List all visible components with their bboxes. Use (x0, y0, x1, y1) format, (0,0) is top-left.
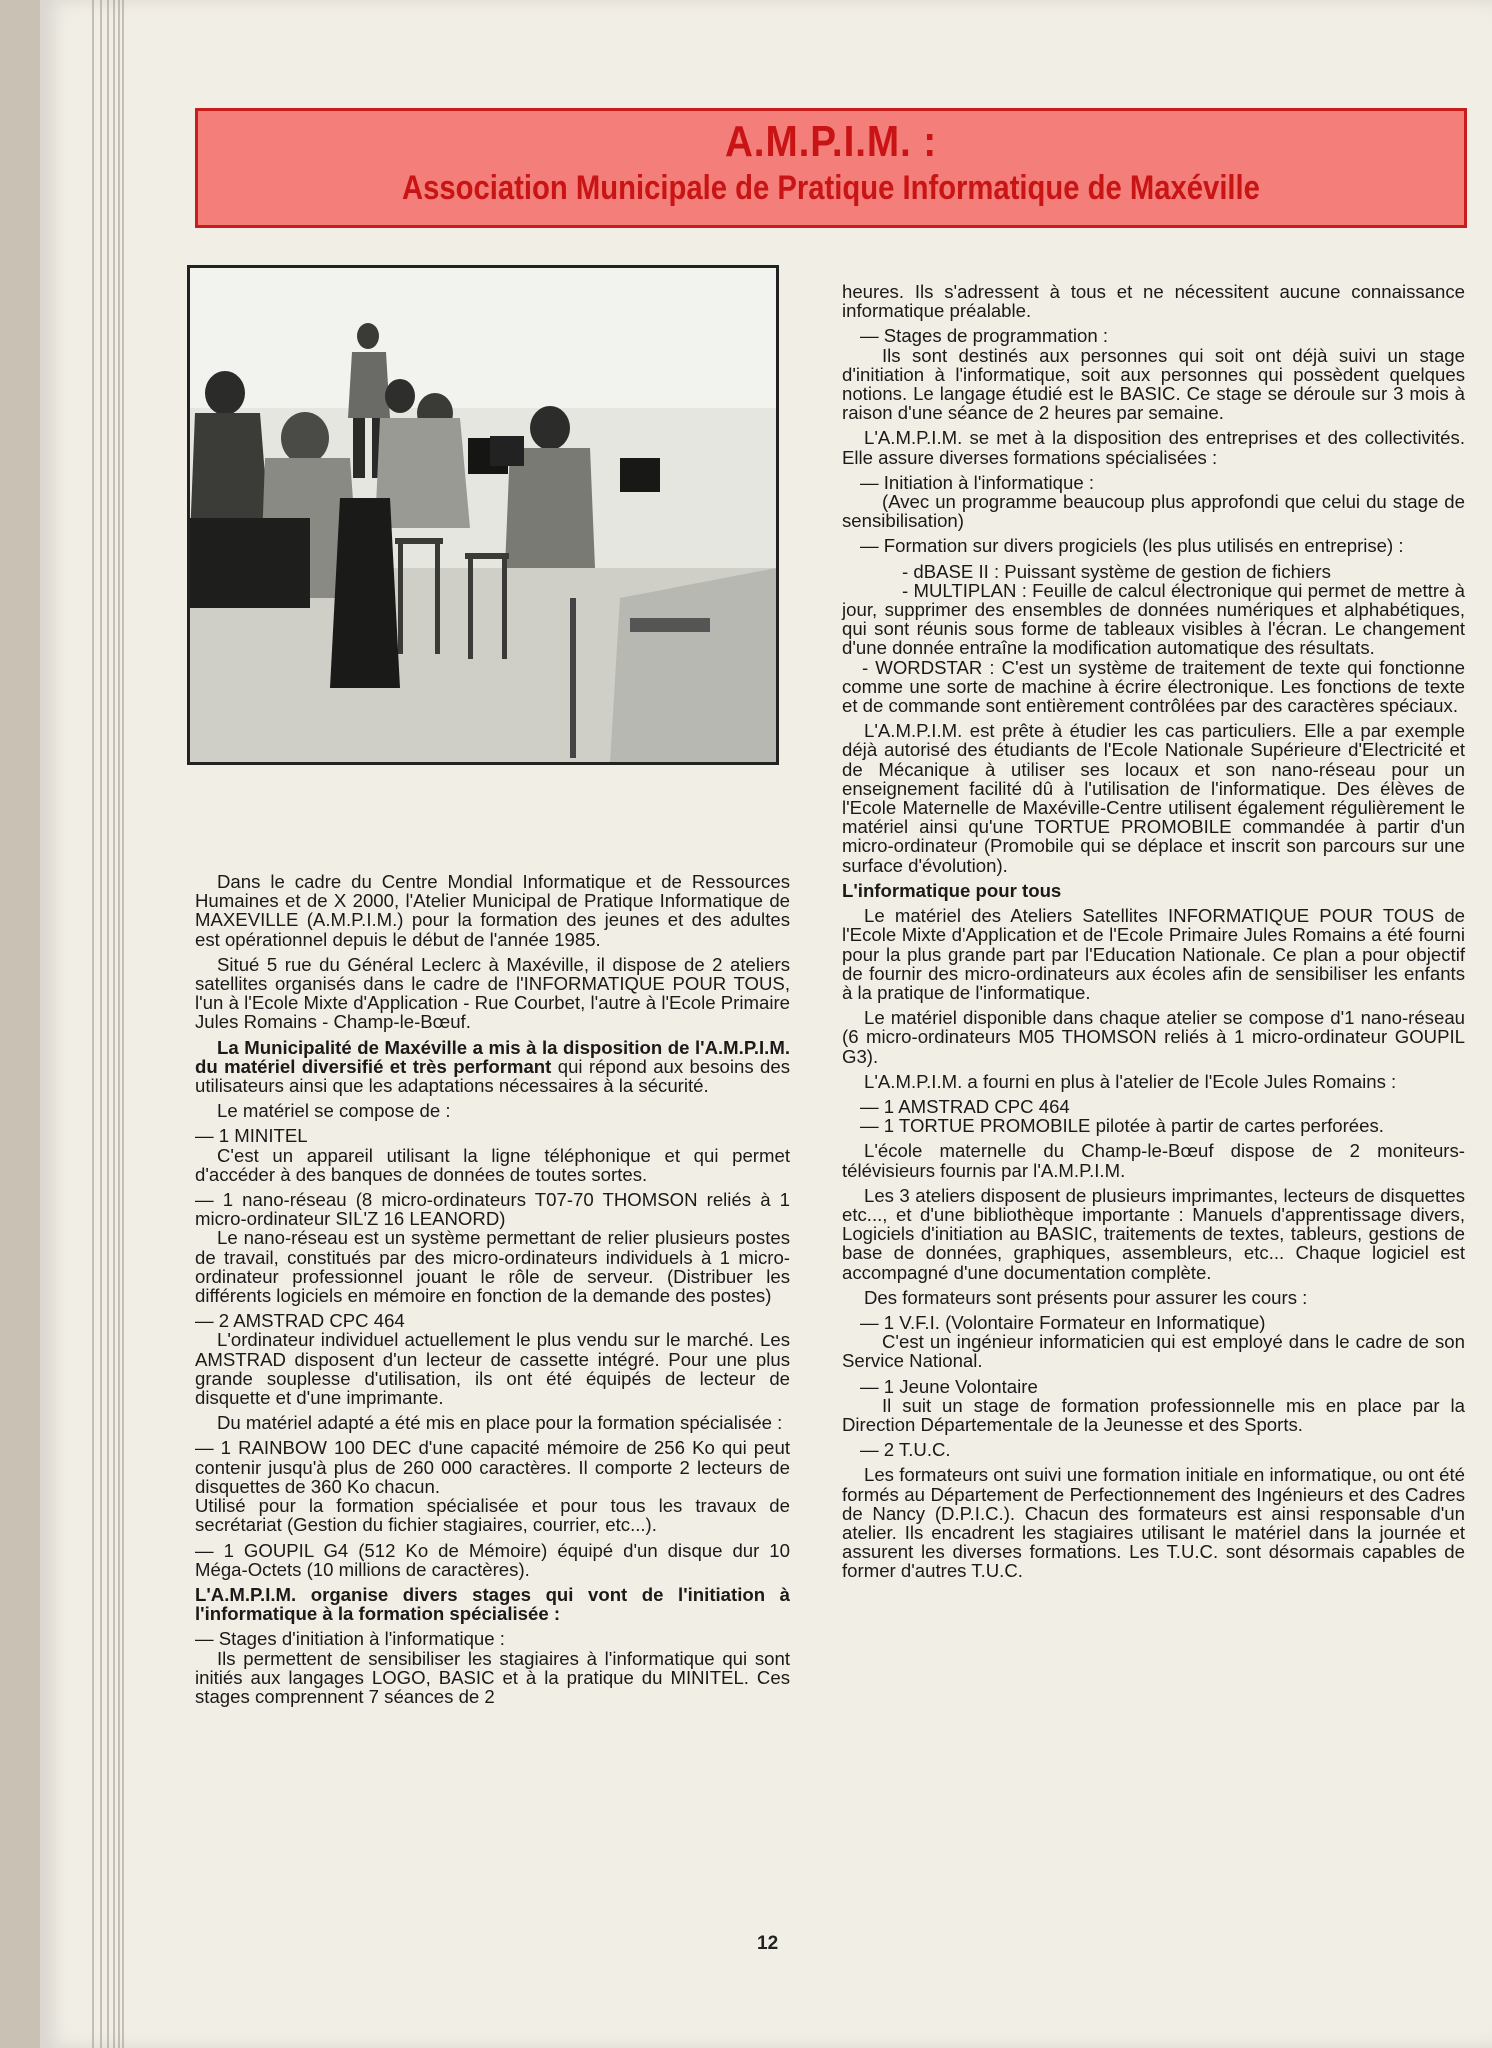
bold-text: La Municipalité de Maxéville a mis à la disposition de l'A.M.P.I.M. du matériel diversifié et très performant (195, 1036, 790, 1077)
paragraph: Les 3 ateliers disposent de plusieurs imprimantes, lecteurs de disquettes etc..., et d'une bibliothèque importante : Manuels d'apprentissage divers, Logiciels d'initiation au BASIC, traitements de textes, tableurs, gestions de base de données, graphiques, assembleurs, etc... Chaque logiciel est accompagné d'une documentation complète. (842, 1184, 1465, 1283)
paragraph: Le matériel se compose de : (217, 1100, 451, 1122)
paragraph: heures. Ils s'adressent à tous et ne nécessitent aucune connaissance informatique préalable. (842, 281, 1465, 322)
paragraph: Du matériel adapté a été mis en place pour la formation spécialisée : (217, 1412, 783, 1434)
list-item-title: — 2 AMSTRAD CPC 464 (195, 1310, 405, 1332)
section-heading: L'A.M.P.I.M. organise divers stages qui vont de l'initiation à l'informatique à la formation spécialisée : (195, 1583, 790, 1625)
list-item: — 1 AMSTRAD CPC 464 (860, 1095, 1070, 1117)
list-item-title: — Stages de programmation : (860, 325, 1109, 347)
list-item-text: Ils sont destinés aux personnes qui soit ont déjà suivi un stage d'initiation à l'informatique, soit aux personnes qui possèdent quelques notions. Le langage étudié est le BASIC. Ce stage se déroule sur 3 mois à raison d'une séance de 2 heures par semaine. (842, 344, 1465, 424)
list-item-text: C'est un ingénieur informaticien qui est employé dans le cadre de son Service National. (842, 1331, 1465, 1372)
paragraph: Situé 5 rue du Général Leclerc à Maxéville, il dispose de 2 ateliers satellites organisés dans le cadre de l'INFORMATIQUE POUR TOUS, l'un à l'Ecole Mixte d'Application - Rue Courbet, l'autre à l'Ecole Primaire Jules Romains - Champ-le-Bœuf. (195, 953, 790, 1033)
list-item (842, 473, 1465, 531)
list-item: - dBASE II : Puissant système de gestion de fichiers (902, 560, 1331, 582)
paragraph: Des formateurs sont présents pour assurer les cours : (864, 1286, 1308, 1308)
page-edge (122, 0, 124, 2048)
list-item-title: — 1 Jeune Volontaire (860, 1375, 1038, 1397)
page-subtitle: Association Municipale de Pratique Informatique de Maxéville (402, 169, 1260, 207)
page-edge (118, 0, 120, 2048)
right-column (842, 282, 1465, 1587)
page-edge (113, 0, 115, 2048)
paragraph: Utilisé pour la formation spécialisée et pour tous les travaux de secrétariat (Gestion du fichier stagiaires, courrier, etc...). (195, 1495, 790, 1536)
list-item (195, 1311, 790, 1407)
list-item: — 2 T.U.C. (860, 1439, 951, 1461)
list-item-title: — 1 nano-réseau (8 micro-ordinateurs T07-70 THOMSON reliés à 1 micro-ordinateur SIL'Z 16 LEANORD) (195, 1189, 790, 1230)
paragraph: L'A.M.P.I.M. a fourni en plus à l'atelier de l'Ecole Jules Romains : (864, 1070, 1397, 1092)
title-banner (195, 108, 1467, 228)
classroom-photo-image (190, 268, 776, 762)
list-item (195, 1126, 790, 1184)
paragraph: L'A.M.P.I.M. est prête à étudier les cas particuliers. Elle a par exemple déjà autorisé des étudiants de l'Ecole Nationale Supérieure d'Electricité et de Mécanique à utiliser ses locaux et son nano-réseau pour un enseignement facilité dû à l'utilisation de l'informatique. Des élèves de l'Ecole Maternelle de Maxéville-Centre utilisent également régulièrement le matériel ainsi qu'une TORTUE PROMOBILE commandée à partir d'un micro-ordinateur (Promobile qui se déplace et inscrit son parcours sur une surface d'évolution). (842, 720, 1465, 876)
section-heading: L'informatique pour tous (842, 879, 1062, 901)
page-title: A.M.P.I.M. : (724, 117, 938, 166)
list-item-text: Le nano-réseau est un système permettant de relier plusieurs postes de travail, constitués par des micro-ordinateurs individuels à 1 micro-ordinateur professionnel jouant le rôle de serveur. (Distribuer les différents logiciels en mémoire en fonction de la demande des postes) (195, 1227, 790, 1307)
list-item (842, 1377, 1465, 1435)
list-item: — 1 TORTUE PROMOBILE pilotée à partir de cartes perforées. (860, 1115, 1384, 1137)
magazine-page (40, 0, 1492, 2048)
paragraph: Le matériel des Ateliers Satellites INFORMATIQUE POUR TOUS de l'Ecole Mixte d'Application et de l'Ecole Primaire Jules Romains a été fourni pour la plus grande part par l'Education Nationale. Ce plan a pour objectif de fournir des micro-ordinateurs aux écoles afin de sensibiliser les enfants à la pratique de l'informatique. (842, 905, 1465, 1003)
paragraph: L'A.M.P.I.M. se met à la disposition des entreprises et des collectivités. Elle assure diverses formations spécialisées : (842, 427, 1465, 468)
paragraph: L'école maternelle du Champ-le-Bœuf dispose de 2 moniteurs-télévisieurs fournis par l'A.M.P.I.M. (842, 1140, 1465, 1181)
paragraph (195, 1038, 790, 1096)
list-item (842, 1313, 1465, 1371)
list-item-text: L'ordinateur individuel actuellement le plus vendu sur le marché. Les AMSTRAD disposent d'un lecteur de cassette intégré. Pour une plus grande souplesse d'utilisation, ils ont été équipés de lecteur de disquette et d'une imprimante. (195, 1329, 790, 1409)
list-item-text: C'est un appareil utilisant la ligne téléphonique et qui permet d'accéder à des banques de données de toutes sortes. (195, 1144, 790, 1185)
paragraph: Les formateurs ont suivi une formation initiale en informatique, ou ont été formés au Département de Perfectionnement des Ingénieurs et des Cadres de Nancy (D.P.I.C.). Chacun des formateurs est ainsi responsable d'un atelier. Ils encadrent les stagiaires utilisant le matériel dans la journée et assurent les diverses formations. Les T.U.C. sont désormais capables de former d'autres T.U.C. (842, 1464, 1465, 1582)
page-edge (100, 0, 102, 2048)
paragraph: — Formation sur divers progiciels (les plus utilisés en entreprise) : (860, 535, 1404, 557)
page-edge (92, 0, 94, 2048)
paragraph: — 1 GOUPIL G4 (512 Ko de Mémoire) équipé d'un disque dur 10 Méga-Octets (10 millions de caractères). (195, 1539, 790, 1580)
paragraph-text: qui répond aux besoins des utilisateurs ainsi que les adaptations nécessaires à la sécurité. (195, 1055, 790, 1097)
list-item-title: — 1 V.F.I. (Volontaire Formateur en Informatique) (860, 1311, 1266, 1333)
list-item-text: Ils permettent de sensibiliser les stagiaires à l'informatique qui sont initiés aux langages LOGO, BASIC et à la pratique du MINITEL. Ces stages comprennent 7 séances de 2 (195, 1647, 790, 1707)
paragraph: Le matériel disponible dans chaque atelier se compose d'1 nano-réseau (6 micro-ordinateurs M05 THOMSON reliés à 1 micro-ordinateur GOUPIL G3). (842, 1007, 1465, 1067)
list-item (195, 1629, 790, 1706)
page-number: 12 (757, 1933, 779, 1954)
list-item-text: Il suit un stage de formation professionnelle mis en place par la Direction Départementale de la Jeunesse et des Sports. (842, 1394, 1465, 1435)
list-item-title: — 1 MINITEL (195, 1125, 308, 1147)
page-edge (107, 0, 109, 2048)
paragraph: — 1 RAINBOW 100 DEC d'une capacité mémoire de 256 Ko qui peut contenir jusqu'à plus de 260 000 caractères. Il comporte 2 lecteurs de disquettes de 360 Ko chacun. (195, 1437, 790, 1497)
paragraph: Dans le cadre du Centre Mondial Informatique et de Ressources Humaines et de X 2000, l'Atelier Municipal de Pratique Informatique de MAXEVILLE (A.M.P.I.M.) pour la formation des jeunes et des adultes est opérationnel depuis le début de l'année 1985. (195, 871, 790, 950)
list-item-text: (Avec un programme beaucoup plus approfondi que celui du stage de sensibilisation) (842, 491, 1465, 532)
classroom-photo (187, 265, 779, 765)
list-item (842, 326, 1465, 422)
list-item: - WORDSTAR : C'est un système de traitement de texte qui fonctionne comme une sorte de machine à écrire électronique. Les fonctions de texte et de commande sont entièrement contrôlées par des caractères spéciaux. (842, 656, 1465, 717)
list-item: - MULTIPLAN : Feuille de calcul électronique qui permet de mettre à jour, supprimer des ensembles de données numériques et alphabétiques, qui sont réunis sous forme de tableaux visibles à l'écran. Le changement d'une donnée entraîne la modification automatique des résultats. (842, 579, 1465, 659)
list-item (195, 1190, 790, 1305)
left-column (195, 872, 790, 1712)
list-item-title: — Stages d'initiation à l'informatique : (195, 1628, 505, 1650)
list-item-title: — Initiation à l'informatique : (860, 471, 1095, 493)
